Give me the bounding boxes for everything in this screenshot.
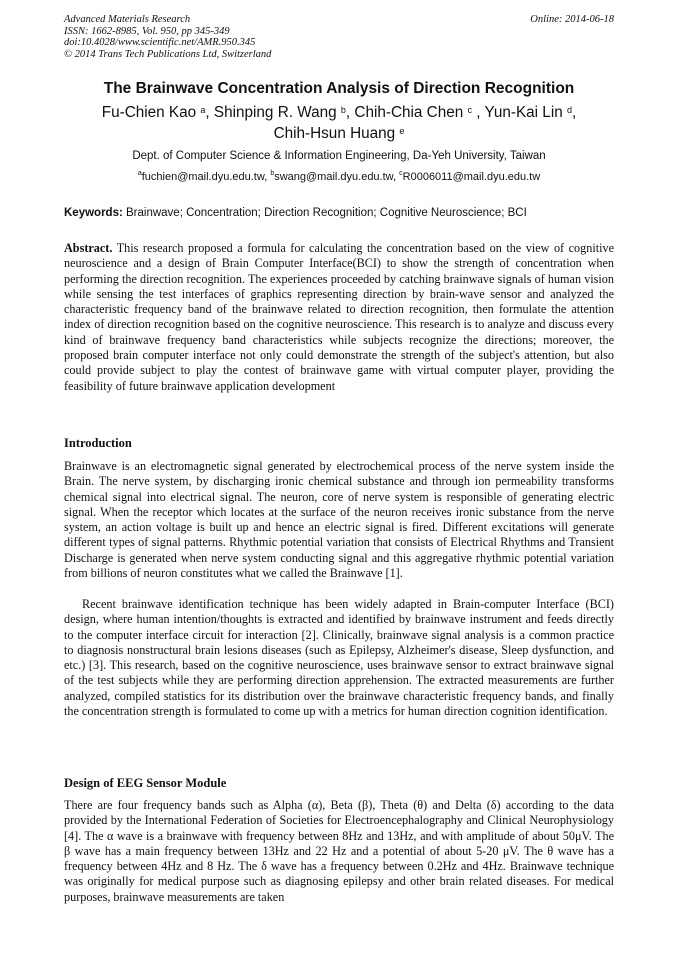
author-list (40, 102, 638, 144)
section-heading-eeg-sensor-module: Design of EEG Sensor Module (64, 776, 227, 790)
author-mark: b (340, 105, 346, 115)
author-name: Chih-Chia Chen (354, 104, 464, 121)
author-mark: c (467, 105, 472, 115)
author-mark: e (399, 126, 405, 136)
journal-issn: ISSN: 1662-8985, Vol. 950, pp 345-349 (64, 25, 230, 37)
keywords-label: Keywords: (64, 207, 123, 219)
email-mark: a (137, 170, 142, 177)
intro-paragraph-1: Brainwave is an electromagnetic signal generated by electrochemical process of the nerve system inside the Brain. The nerve system, by discharging ironic chemical substance and through ion permeability transforms chemical signal into electrical signal. The neuron, core of nerve system is responsible of generating electric signal. When the receptor which locates at the surface of the neuron receives ironic substance from the nerve system, an action voltage is built up and hence an electric signal is fired. Different excitations will generate different types of signal patterns. Rhythmic potential variation that consists of Electrical Rhythms and Transient Discharge is generated when nerve system conducting signal and this aggregative rhythmic potential variation from billions of neuron constitutes what we called the Brainwave [1]. (64, 459, 614, 581)
email-separator: , (393, 171, 400, 183)
author-name: Yun-Kai Lin (484, 104, 563, 121)
keywords-text: Brainwave; Concentration; Direction Recognition; Cognitive Neuroscience; BCI (126, 207, 527, 219)
author-name: Shinping R. Wang (213, 104, 337, 121)
author-mark: d (566, 105, 572, 115)
author-separator: , (205, 104, 214, 121)
journal-copyright: © 2014 Trans Tech Publications Ltd, Switzerland (64, 48, 272, 60)
author-name: Chih-Hsun Huang (273, 125, 396, 142)
affiliation: Dept. of Computer Science & Information Engineering, Da-Yeh University, Taiwan (132, 150, 546, 162)
abstract-text: This research proposed a formula for calculating the concentration based on the view of cognitive neuroscience and a design of Brain Computer Interface(BCI) to show the strength of concentration when performing the direction recognition. The experiences proceeded by catching brainwave signals of human vision while sensing the test interfaces of graphics representing direction by brain-wave sensor and analyzed the characteristic frequency band of the brainwave related to direction recognition, then formulate the attention index of direction recognition based on the cognitive neuroscience. This research is to analyze and discuss every kind of brainwave frequency band characteristics while subjects recognize the directions; moreover, the proposed brain computer interface not only could demonstrate the strength of the subject's attention, but also could provide subject to play the contest of brainwave game with virtual computer player, providing the feasibility of future brainwave application development (64, 241, 614, 393)
journal-name: Advanced Materials Research (64, 14, 191, 25)
abstract-paragraph (64, 241, 614, 394)
eeg-paragraph-1: There are four frequency bands such as Alpha (α), Beta (β), Theta (θ) and Delta (δ) according to the data provided by the International Federation of Societies for Electroencephalography and Clinical Neurophysiology [4]. The α wave is a brainwave with frequency between 8Hz and 13Hz, and with amplitude of about 50μV. The β wave has a main frequency between 13Hz and 22 Hz and a potential of about 5-20 μV. The θ wave has a frequency between 4Hz and 8 Hz. The δ wave has a frequency between 0.2Hz and 4Hz. Brainwave technique was originally for medical purpose such as diagnosing epilepsy and other brain related diseases. For medical purposes, brainwave measurements are taken (64, 798, 614, 904)
journal-header (64, 14, 271, 60)
journal-doi: doi:10.4028/www.scientific.net/AMR.950.345 (64, 37, 256, 48)
email-separator: , (264, 171, 271, 183)
author-name: Fu-Chien Kao (101, 104, 197, 121)
section-heading-introduction: Introduction (64, 436, 132, 450)
email-address[interactable]: fuchien@mail.dyu.edu.tw (141, 171, 265, 183)
author-separator: , (572, 104, 577, 121)
author-mark: a (200, 105, 206, 115)
paper-title: The Brainwave Concentration Analysis of Direction Recognition (103, 80, 575, 97)
online-date: Online: 2014-06-18 (530, 14, 614, 25)
author-separator: , (345, 104, 355, 121)
email-address[interactable]: R0006011@mail.dyu.edu.tw (402, 171, 541, 183)
email-list (0, 171, 678, 183)
abstract-label: Abstract. (64, 241, 113, 255)
author-separator: , (472, 104, 485, 121)
intro-paragraph-2: Recent brainwave identification technique has been widely adapted in Brain-computer Interface (BCI) design, where human intention/thoughts is extracted and identified by brainwave instrument and feeds directly to the computer interface circuit for interaction [2]. Clinically, brainwave signal analysis is a common practice to diagnosis nonstructural brain lesions diseases (such as Epilepsy, Alzheimer's disease, Sleep dysfunction, and etc.) [3]. This research, based on the cognitive neuroscience, uses brainwave sensor to extract brainwave signal of the test subjects while they are performing direction apprehension. The extracted measurements are further analyzed, compiled statistics for its distribution over the brainwave characteristic frequency bands, and finally the concentration strength is formulated to come up with a metrics for human direction cognition identification. (64, 597, 614, 719)
email-mark: c (399, 170, 403, 177)
email-mark: b (270, 170, 275, 177)
email-address[interactable]: swang@mail.dyu.edu.tw (274, 171, 394, 183)
keywords-line (64, 207, 620, 219)
